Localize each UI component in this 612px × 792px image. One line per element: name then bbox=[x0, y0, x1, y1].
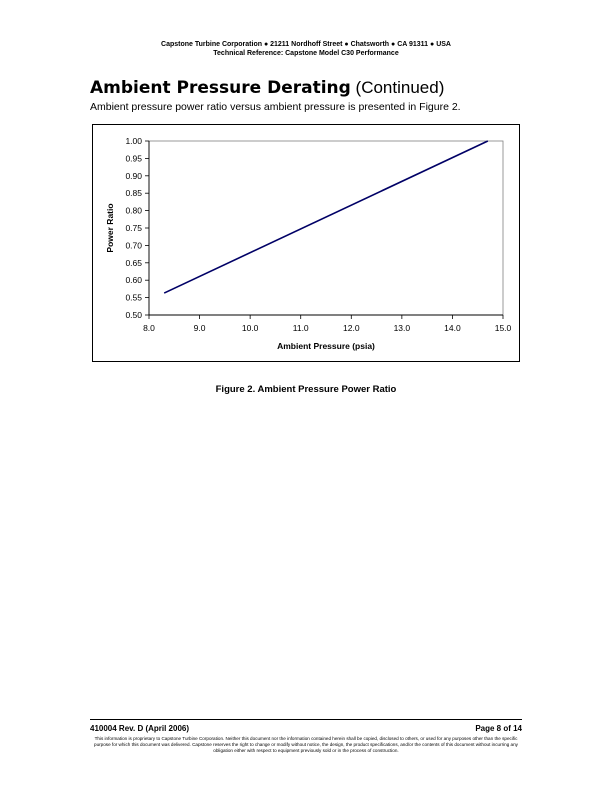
y-tick-label: 0.60 bbox=[125, 275, 142, 286]
y-tick-label: 0.95 bbox=[125, 153, 142, 164]
section-title bbox=[90, 78, 444, 98]
y-tick-label: 0.85 bbox=[125, 188, 142, 199]
y-tick-label: 0.50 bbox=[125, 310, 142, 320]
y-tick-label: 0.80 bbox=[125, 205, 142, 216]
x-tick-label: 12.0 bbox=[343, 323, 360, 333]
x-tick-label: 15.0 bbox=[494, 323, 512, 333]
plot-area bbox=[149, 141, 503, 315]
header-reference-line: Technical Reference: Capstone Model C30 Performance bbox=[213, 50, 399, 57]
power-ratio-chart bbox=[93, 125, 521, 363]
x-tick-label: 10.0 bbox=[241, 323, 259, 333]
chart-frame bbox=[92, 124, 520, 362]
footer-doc-id: 410004 Rev. D (April 2006) bbox=[90, 724, 190, 733]
header-company-line: Capstone Turbine Corporation ● 21211 Nordhoff Street ● Chatsworth ● CA 91311 ● USA bbox=[161, 41, 451, 48]
footer-rule bbox=[90, 719, 522, 720]
footer-page-number: Page 8 of 14 bbox=[475, 724, 522, 733]
x-tick-label: 11.0 bbox=[292, 323, 309, 333]
y-axis-title: Power Ratio bbox=[105, 203, 115, 253]
x-tick-label: 8.0 bbox=[143, 323, 155, 333]
x-tick-label: 9.0 bbox=[193, 323, 206, 333]
y-tick-label: 0.70 bbox=[125, 240, 142, 251]
intro-paragraph: Ambient pressure power ratio versus ambient pressure is presented in Figure 2. bbox=[90, 101, 461, 113]
y-tick-label: 1.00 bbox=[125, 136, 142, 146]
y-tick-label: 0.65 bbox=[125, 257, 142, 268]
section-title-main: Ambient Pressure Derating bbox=[90, 78, 351, 98]
footer-legal-notice: This information is proprietary to Capstone Turbine Corporation. Neither this document nor the information contained herein shall be copied, disclosed to others, or used for any purposes other than the specific purpose for which this document was delivered. Capstone reserves the right to change or modify without notice, the design, the product specifications, and/or the contents of this document without incurring any obligation either with respect to equipment previously sold or in the process of construction. bbox=[94, 736, 518, 754]
x-tick-label: 13.0 bbox=[393, 323, 411, 333]
y-tick-label: 0.90 bbox=[125, 170, 142, 181]
x-tick-label: 14.0 bbox=[444, 323, 461, 333]
y-tick-label: 0.55 bbox=[125, 292, 142, 303]
section-title-suffix: (Continued) bbox=[350, 78, 445, 97]
y-tick-label: 0.75 bbox=[125, 223, 142, 233]
figure-caption: Figure 2. Ambient Pressure Power Ratio bbox=[215, 384, 397, 395]
x-axis-title: Ambient Pressure (psia) bbox=[277, 341, 375, 351]
